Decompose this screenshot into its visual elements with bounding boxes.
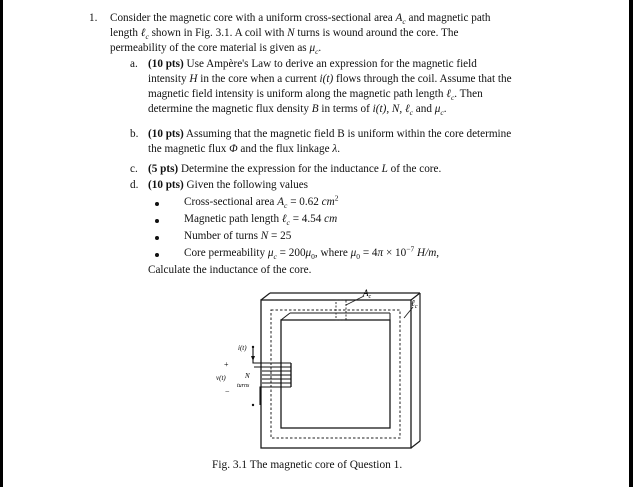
intro-line-1: Consider the magnetic core with a uniform cross-sectional area $A_c$ and magnetic path [110,12,491,27]
part-b-line-2: the magnetic flux Φ and the flux linkage λ. [148,143,341,155]
label-plus: + [224,360,229,369]
question-number: 1. [89,12,98,24]
label-Ac: $A_c$ [363,288,372,300]
part-b-line-1: (10 pts) Assuming that the magnetic field B is uniform within the core determine [148,128,512,140]
part-c-letter: c. [130,163,138,175]
part-d-line-1: (10 pts) Given the following values [148,179,309,191]
bullet-area: Cross-sectional area $A_c = 0.62$ $cm^2$ [184,193,339,211]
label-turns: turns [237,383,250,389]
part-b-letter: b. [130,128,139,140]
label-lc: ℓ$_c$ [411,298,418,310]
core-outer-edge [261,300,411,448]
part-a-line-4: determine the magnetic flux density B in terms of i(t), N, ℓ$_c$ and $\mu_c$. [148,103,447,118]
part-a-line-3: magnetic field intensity is uniform along the magnetic path length ℓ$_c$. Then [148,88,483,103]
figure-caption: Fig. 3.1 The magnetic core of Question 1. [212,459,403,471]
part-d-letter: d. [130,179,139,191]
label-current: i(t) [238,344,247,352]
label-N: N [245,372,250,380]
bullet-permeability: Core permeability $\mu_c = 200\mu_0$, where $\mu_0 = 4\pi \times 10^{-7}$ H/m, [184,244,440,262]
label-minus: − [225,387,230,396]
core-inner-edge [281,320,390,428]
part-a-letter: a. [130,58,138,70]
label-voltage: v(t) [216,374,226,382]
part-a-line-1: (10 pts) Use Ampère's Law to derive an expression for the magnetic field [148,58,477,70]
bullet-length: Magnetic path length ℓ$_c$ = 4.54 cm [184,213,338,228]
bullet-turns: Number of turns N = 25 [184,230,292,242]
intro-line-3: permeability of the core material is given as $\mu_c$. [110,42,322,57]
part-a-line-2: intensity H in the core when a current i(t) flows through the coil. Assume that the [148,73,512,85]
part-c-line-1: (5 pts) Determine the expression for the inductance L of the core. [148,163,442,175]
intro-line-2: length ℓ$_c$ shown in Fig. 3.1. A coil with N turns is wound around the core. The [110,27,459,42]
part-d-conclusion: Calculate the inductance of the core. [148,264,312,276]
